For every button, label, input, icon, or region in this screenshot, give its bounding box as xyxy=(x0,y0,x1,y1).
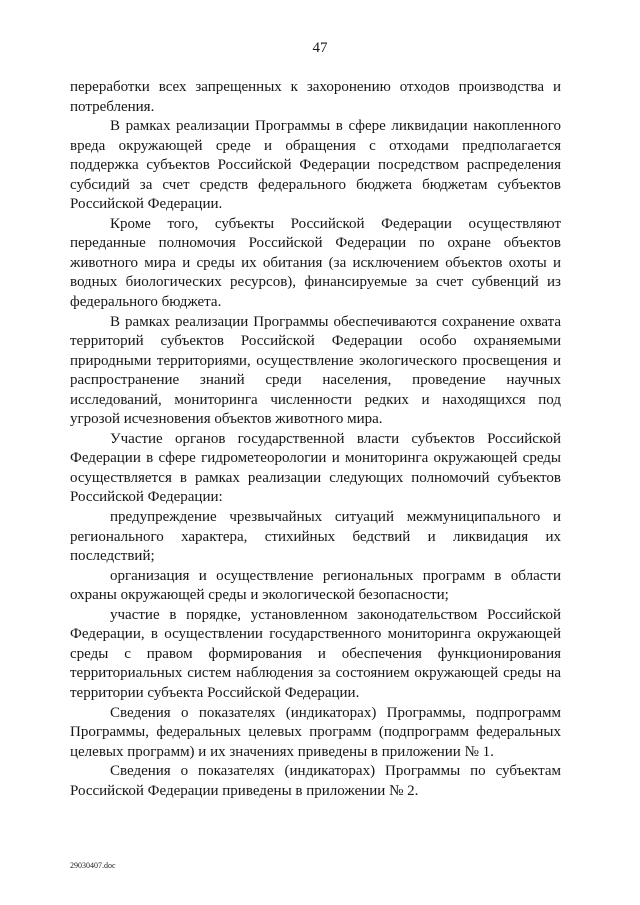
text-line: субсидий за счет средств федерального бюджета бюджетам субъектов xyxy=(70,176,561,193)
text-line: переданные полномочия Российской Федерации по охране объектов xyxy=(70,235,561,252)
footer-filename: 29030407.doc xyxy=(70,861,116,870)
text-line: территориальных систем наблюдения за состоянием окружающей среды на xyxy=(70,665,561,682)
text-line: исследований, мониторинга численности редких и находящихся под xyxy=(70,391,561,408)
paragraph xyxy=(70,508,561,567)
text-line: территории субъекта Российской Федерации. xyxy=(70,684,360,701)
text-line: участие в порядке, установленном законодательством Российской xyxy=(110,606,561,623)
text-line: осуществляется в рамках реализации следующих полномочий субъектов xyxy=(70,469,561,486)
text-line: регионального характера, стихийных бедствий и ликвидация их xyxy=(70,528,561,545)
text-line: потребления. xyxy=(70,98,155,115)
text-line: угрозой исчезновения объектов животного мира. xyxy=(70,411,383,428)
text-line: предупреждение чрезвычайных ситуаций межмуниципального и xyxy=(110,509,561,526)
text-line: Федерации, в осуществлении государственного мониторинга окружающей xyxy=(70,626,561,643)
text-line: Российской Федерации: xyxy=(70,489,223,506)
paragraph xyxy=(70,762,561,801)
text-line: Программы, федеральных целевых программ (подпрограмм федеральных xyxy=(70,724,561,741)
text-line: территорий субъектов Российской Федерации особо охраняемыми xyxy=(70,333,561,350)
text-line: Сведения о показателях (индикаторах) Программы, подпрограмм xyxy=(110,704,561,721)
text-line: переработки всех запрещенных к захоронению отходов производства и xyxy=(70,79,561,95)
document-body xyxy=(70,78,561,801)
text-line: федерального бюджета. xyxy=(70,294,222,311)
text-line: Сведения о показателях (индикаторах) Программы по субъектам xyxy=(110,763,561,780)
text-line: животного мира и среды их обитания (за исключением объектов охоты и xyxy=(70,254,561,271)
paragraph xyxy=(70,430,561,508)
text-line: В рамках реализации Программы в сфере ликвидации накопленного xyxy=(110,118,561,135)
text-line: водных биологических ресурсов), финансируемые за счет субвенций из xyxy=(70,274,561,291)
text-line: Российской Федерации приведены в приложении № 2. xyxy=(70,782,419,799)
text-line: последствий; xyxy=(70,548,155,565)
text-line: В рамках реализации Программы обеспечиваются сохранение охвата xyxy=(110,313,561,330)
text-line: Российской Федерации. xyxy=(70,196,223,213)
page-number: 47 xyxy=(312,40,328,56)
text-line: распространение знаний среди населения, проведение научных xyxy=(70,372,561,389)
text-line: поддержка субъектов Российской Федерации посредством распределения xyxy=(70,157,561,174)
text-line: охраны окружающей среды и экологической безопасности; xyxy=(70,587,449,604)
paragraph xyxy=(70,215,561,313)
text-line: Федерации в сфере гидрометеорологии и мониторинга окружающей среды xyxy=(70,450,561,467)
text-line: Кроме того, субъекты Российской Федерации осуществляют xyxy=(110,215,561,232)
text-line: Участие органов государственной власти субъектов Российской xyxy=(110,430,561,447)
paragraph xyxy=(70,117,561,215)
paragraph xyxy=(70,606,561,704)
text-line: природными территориями, осуществление экологического просвещения и xyxy=(70,352,561,369)
paragraph xyxy=(70,78,561,117)
text-line: целевых программ) и их значениях приведены в приложении № 1. xyxy=(70,743,494,760)
paragraph xyxy=(70,704,561,763)
text-line: среды с правом формирования и обеспечения функционирования xyxy=(70,645,561,662)
text-line: вреда окружающей среде и обращения с отходами предполагается xyxy=(70,137,561,154)
paragraph xyxy=(70,313,561,430)
text-line: организация и осуществление региональных программ в области xyxy=(110,567,561,584)
paragraph xyxy=(70,567,561,606)
